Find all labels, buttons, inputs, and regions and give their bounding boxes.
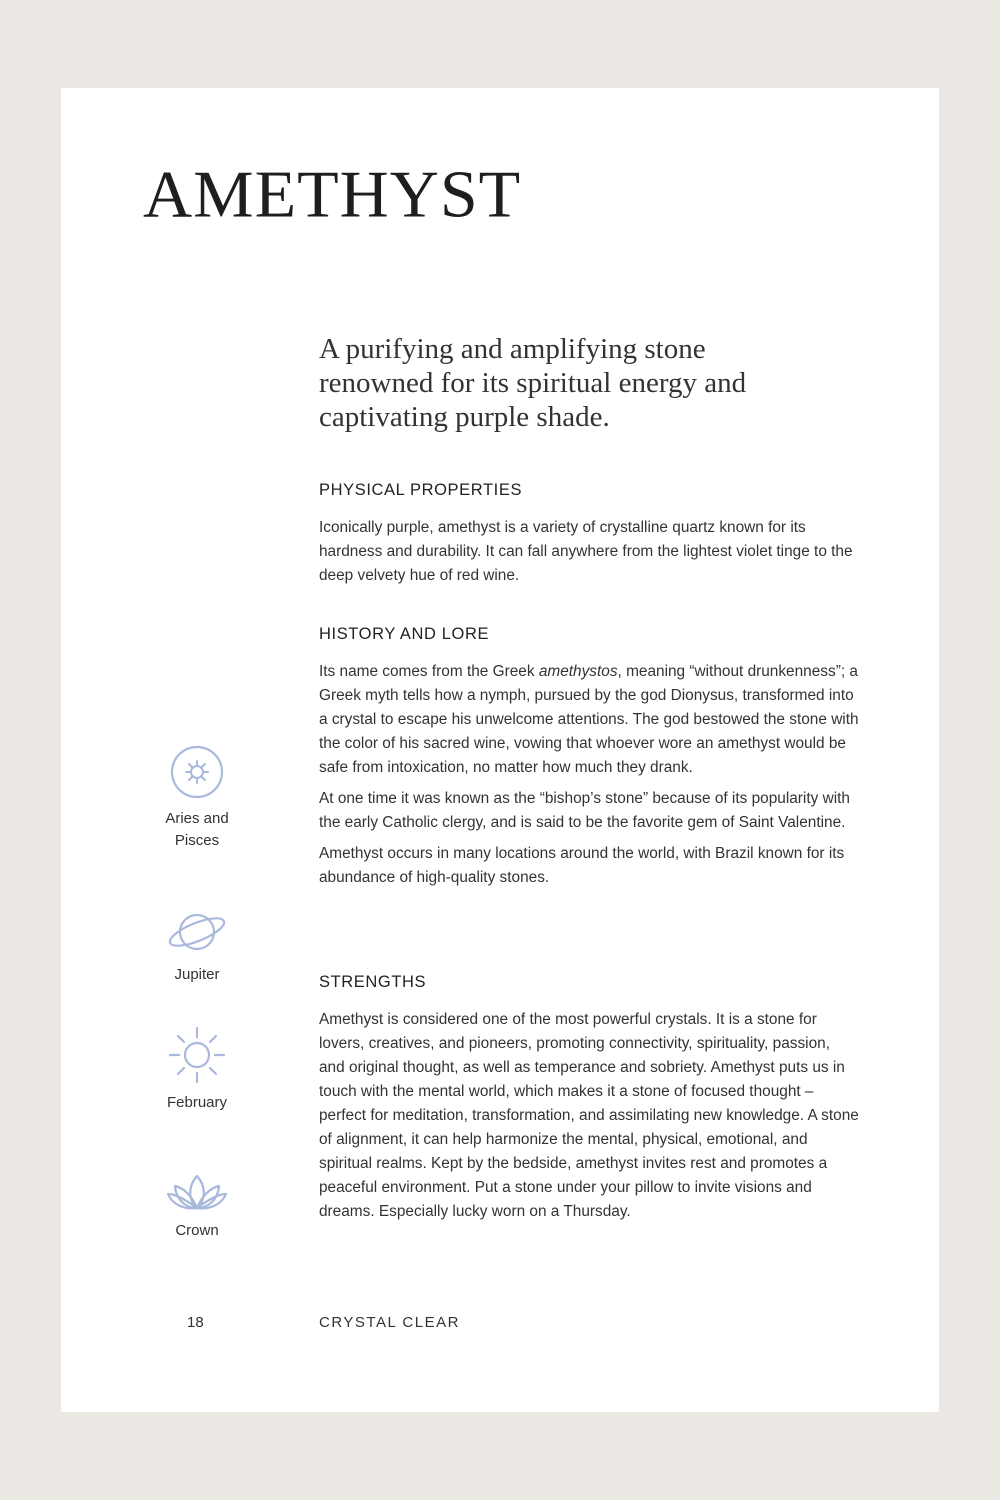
- sidebar-planet: [147, 908, 247, 986]
- physical-properties-text: [319, 516, 859, 595]
- sidebar-chakra: [147, 1172, 247, 1242]
- month-label: February: [166, 1094, 228, 1111]
- book-title: CRYSTAL CLEAR: [319, 1314, 460, 1331]
- sidebar-zodiac: [147, 744, 247, 852]
- zodiac-wheel-icon: [169, 744, 225, 800]
- history-text: [319, 660, 859, 897]
- sidebar-month: [147, 1026, 247, 1114]
- zodiac-label-line1: Aries and: [165, 810, 229, 827]
- strengths-paragraph: Amethyst is considered one of the most powerful crystals. It is a stone for lovers, creatives, and pioneers, promoting connectivity, spirituality, passion, and original thought, as well as temperance and sobriety. Amethyst puts us in touch with the mental world, which makes it a stone of focused thought – perfect for meditation, transformation, and assimilating new knowledge. A stone of alignment, it can help harmonize the mental, physical, emotional, and spiritual realms. Kept by the bedside, amethyst invites rest and promotes a peaceful environment. Put a stone under your pillow to invite visions and dreams. Especially lucky worn on a Thursday.: [319, 1011, 859, 1220]
- history-paragraph-3: Amethyst occurs in many locations around the world, with Brazil known for its abundance of high-quality stones.: [319, 845, 845, 886]
- heading-history-and-lore: HISTORY AND LORE: [319, 625, 490, 643]
- physical-paragraph: Iconically purple, amethyst is a variety of crystalline quartz known for its hardness and durability. It can fall anywhere from the lightest violet tinge to the deep velvety hue of red wine.: [319, 519, 853, 584]
- history-paragraph-2: At one time it was known as the “bishop’s stone” because of its popularity with the early Catholic clergy, and is said to be the favorite gem of Saint Valentine.: [319, 790, 850, 831]
- page-title: AMETHYST: [143, 156, 522, 232]
- history-p1-start: Its name comes from the Greek: [319, 663, 539, 680]
- sun-icon: [168, 1026, 226, 1084]
- book-page: [61, 88, 939, 1412]
- planet-label: Jupiter: [174, 966, 220, 983]
- history-p1-italic: amethystos: [538, 663, 618, 680]
- heading-strengths: STRENGTHS: [319, 973, 427, 991]
- zodiac-label-line2: Pisces: [174, 832, 220, 849]
- page-number: 18: [187, 1314, 204, 1331]
- history-p1-end: , meaning “without drunkenness”; a Greek myth tells how a nymph, pursued by the god Dionysus, transformed into a crystal to escape his unwelcome attentions. The god bestowed the stone with the color of his sacred wine, vowing that whoever wore an amethyst would be safe from intoxication, no matter how much they drank.: [319, 663, 859, 776]
- history-paragraph-1: [319, 660, 859, 780]
- lotus-icon: [166, 1172, 228, 1212]
- chakra-label: Crown: [175, 1222, 219, 1239]
- heading-physical-properties: PHYSICAL PROPERTIES: [319, 481, 523, 499]
- planet-icon: [166, 908, 228, 956]
- subtitle: A purifying and amplifying stone renowned for its spiritual energy and captivating purple shade.: [319, 333, 747, 433]
- strengths-text: [319, 1008, 859, 1231]
